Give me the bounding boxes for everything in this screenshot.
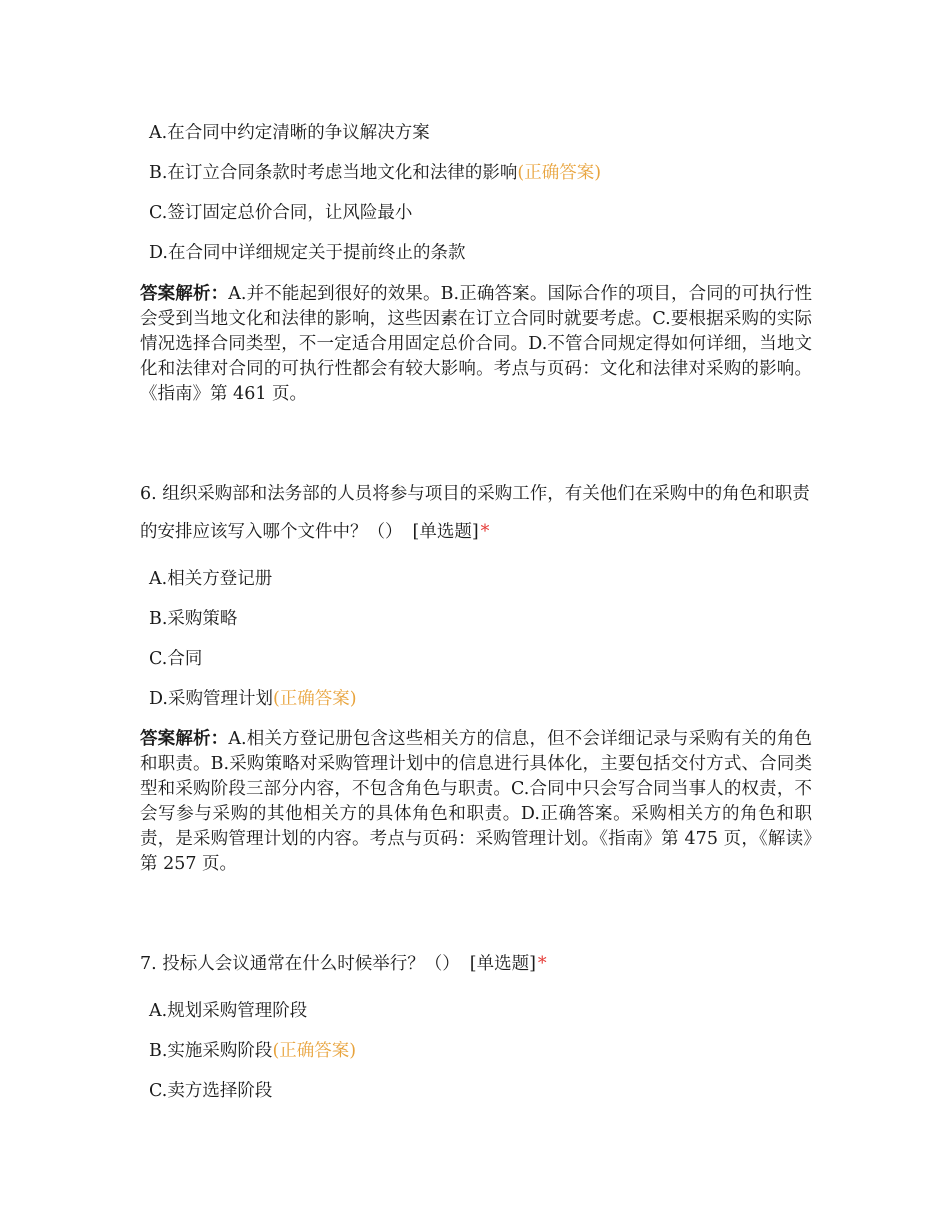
question-type: [单选题]	[469, 954, 536, 974]
question-text: 6. 组织采购部和法务部的人员将参与项目的采购工作，有关他们在采购中的角色和职责的安排应该写入哪个文件中？（）	[140, 484, 810, 542]
answer-analysis	[140, 282, 812, 407]
option-c	[149, 647, 202, 671]
analysis-label: 答案解析：	[140, 284, 229, 304]
analysis-text: A.相关方登记册包含这些相关方的信息，但不会详细记录与采购有关的角色和职责。B.采购策略对采购管理计划中的信息进行具体化，主要包括交付方式、合同类型和采购阶段三部分内容，不包含角色与职责。C.合同中只会写合同当事人的权责，不会写参与采购的其他相关方的具体角色和职责。D.正确答案。采购相关方的角色和职责，是采购管理计划的内容。考点与页码：采购管理计划。《指南》第 475 页，《解读》第 257 页。	[140, 729, 813, 874]
correct-answer-tag: (正确答案)	[272, 689, 357, 709]
option-d	[149, 687, 357, 711]
correct-answer-tag: (正确答案)	[272, 1041, 357, 1061]
option-text: A.规划采购管理阶段	[149, 1001, 308, 1021]
option-text: D.在合同中详细规定关于提前终止的条款	[149, 243, 466, 263]
required-marker: *	[537, 954, 547, 974]
option-b	[149, 161, 601, 185]
option-text: A.在合同中约定清晰的争议解决方案	[149, 123, 430, 143]
option-text: C.合同	[149, 649, 203, 669]
option-c	[149, 201, 412, 225]
option-d	[149, 241, 465, 265]
analysis-label: 答案解析：	[140, 729, 229, 749]
question-type: [单选题]	[412, 522, 479, 542]
option-a	[149, 999, 307, 1023]
option-a	[149, 121, 430, 145]
option-text: A.相关方登记册	[149, 569, 273, 589]
option-text: D.采购管理计划	[149, 689, 273, 709]
option-text: B.采购策略	[149, 609, 238, 629]
analysis-text: A.并不能起到很好的效果。B.正确答案。国际合作的项目，合同的可执行性会受到当地文化和法律的影响，这些因素在订立合同时就要考虑。C.要根据采购的实际情况选择合同类型，不一定适合用固定总价合同。D.不管合同规定得如何详细，当地文化和法律对合同的可执行性都会有较大影响。考点与页码：文化和法律对采购的影响。《指南》第 461 页。	[140, 284, 813, 404]
option-c	[149, 1079, 272, 1103]
option-b	[149, 607, 237, 631]
answer-analysis	[140, 727, 812, 877]
question-6-title	[140, 475, 820, 551]
required-marker: *	[480, 522, 490, 542]
option-text: C.签订固定总价合同，让风险最小	[149, 203, 413, 223]
option-a	[149, 567, 272, 591]
option-text: B.实施采购阶段	[149, 1041, 273, 1061]
option-text: B.在订立合同条款时考虑当地文化和法律的影响	[149, 163, 518, 183]
option-text: C.卖方选择阶段	[149, 1081, 273, 1101]
correct-answer-tag: (正确答案)	[517, 163, 602, 183]
option-b	[149, 1039, 356, 1063]
question-text: 7. 投标人会议通常在什么时候举行？（）	[140, 954, 460, 974]
question-7-title	[140, 945, 820, 983]
